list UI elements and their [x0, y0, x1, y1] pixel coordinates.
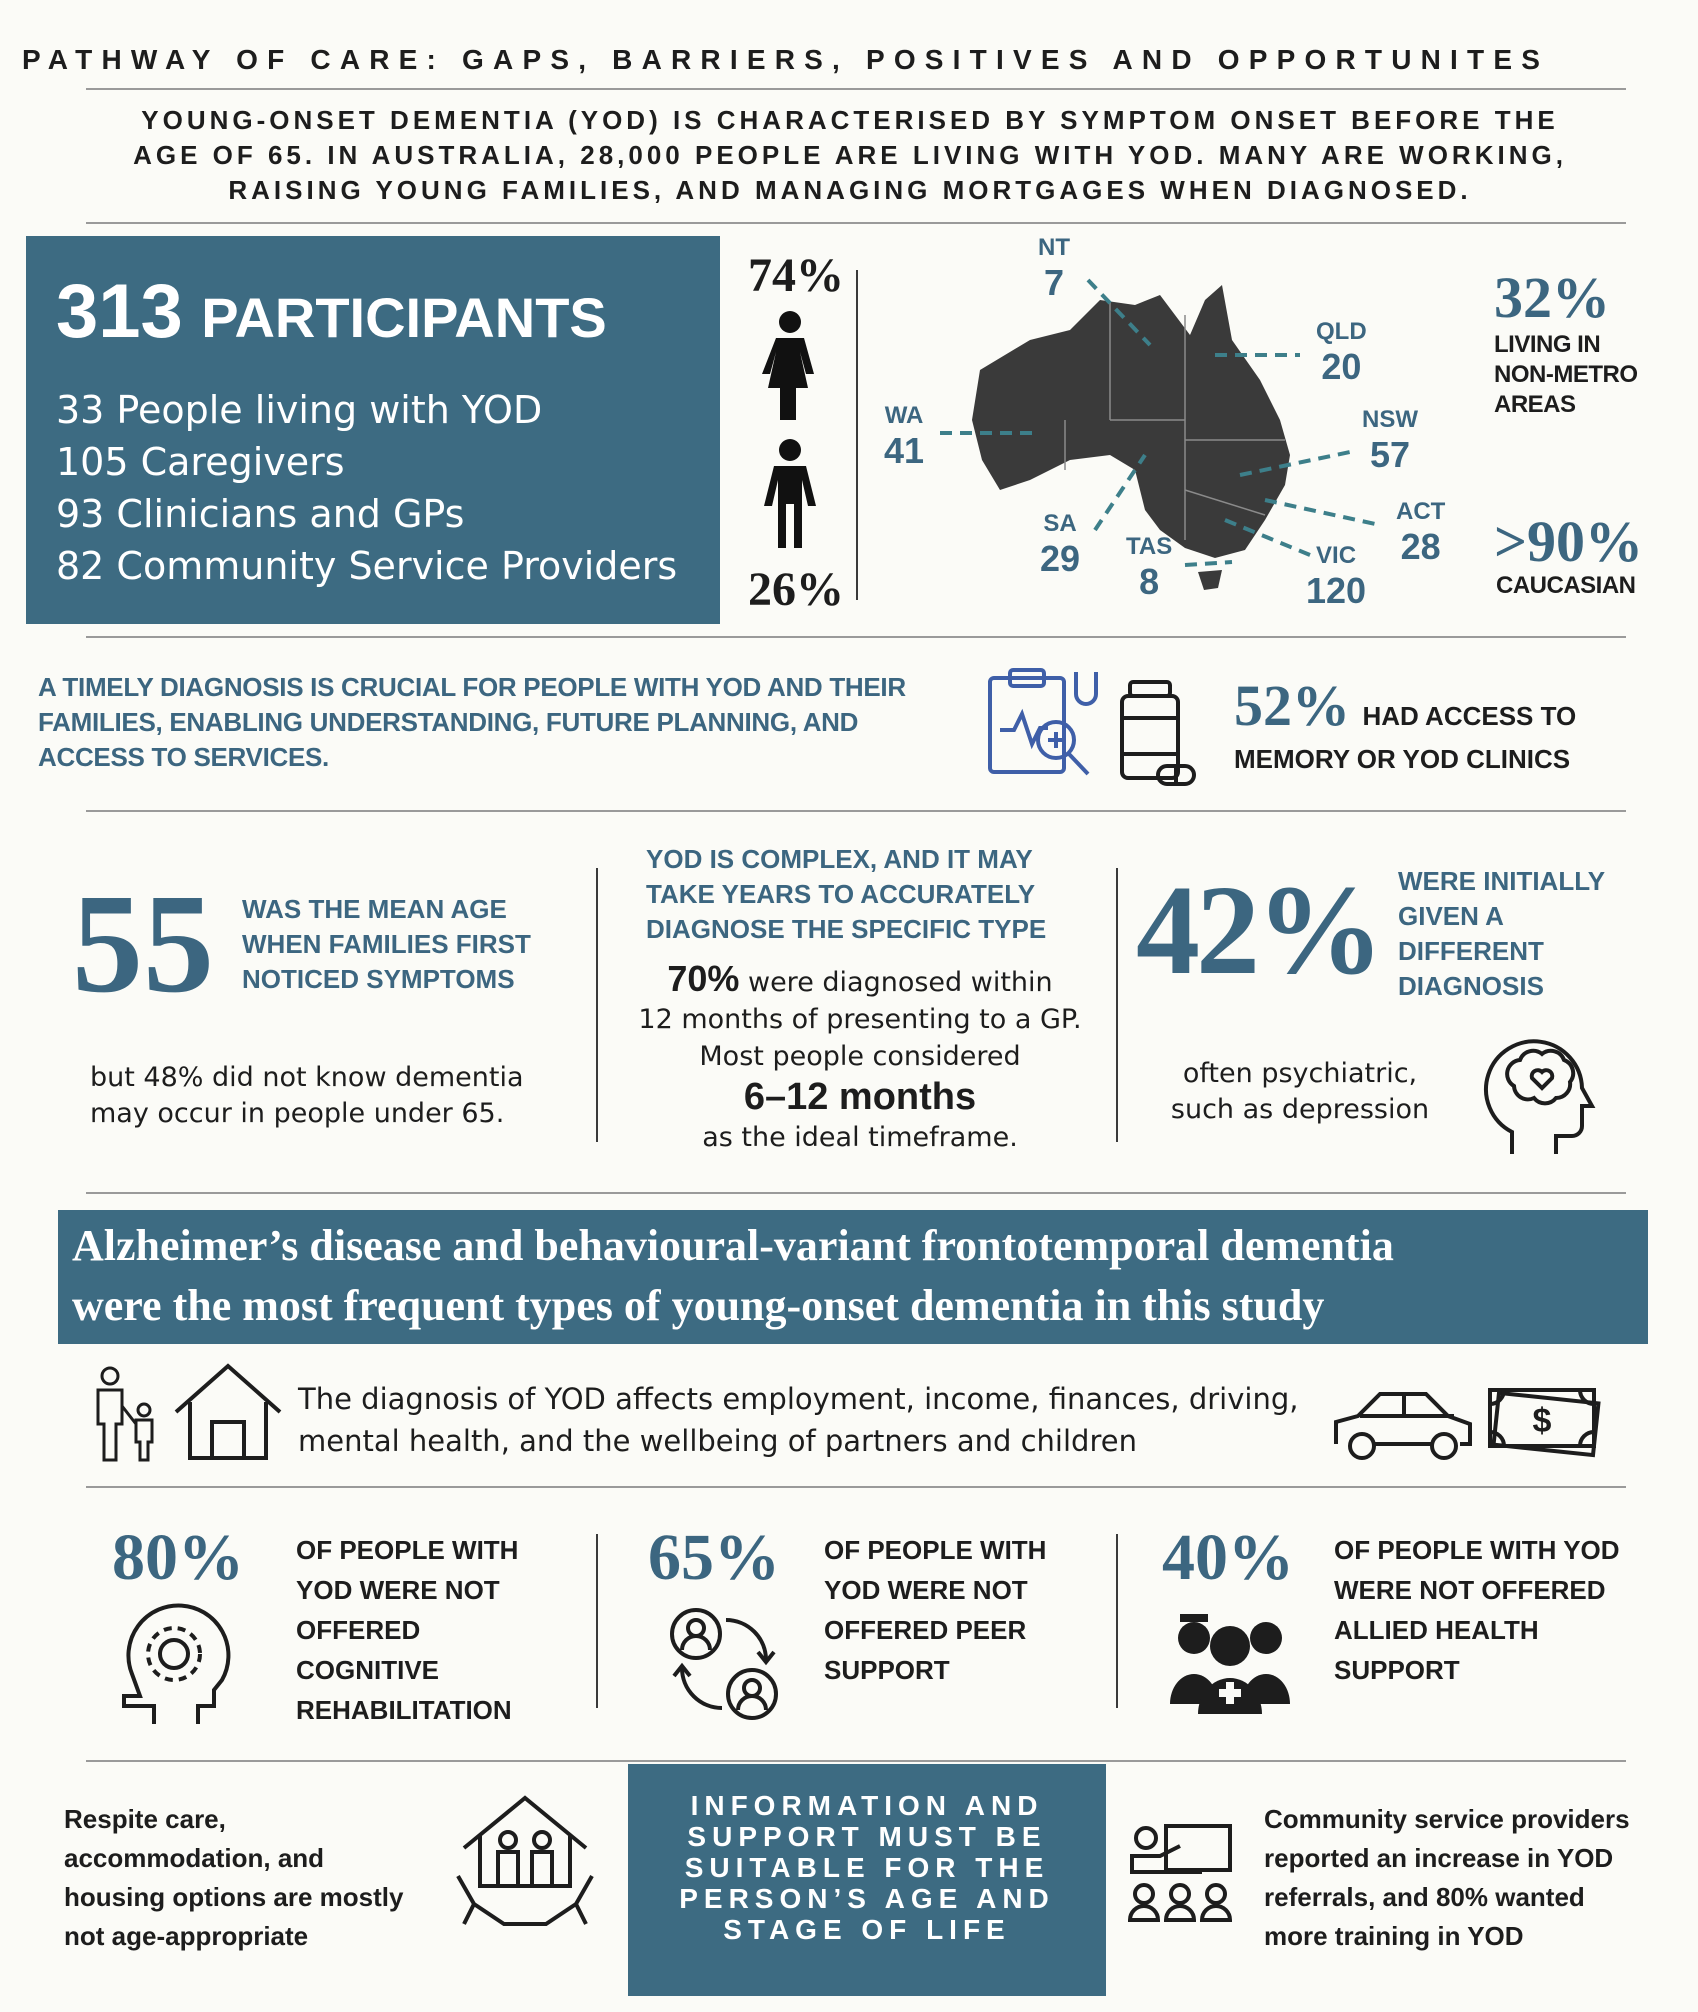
state-label-nsw — [1362, 406, 1418, 476]
offer-line: YOD WERE NOT — [296, 1575, 500, 1605]
mean-age-label — [242, 892, 531, 997]
state-name: TAS — [1126, 533, 1173, 560]
complex-body-line: 12 months of presenting to a GP. — [638, 1004, 1082, 1035]
participant-group: 93 Clinicians and GPs — [56, 492, 465, 536]
mean-age-line: NOTICED SYMPTOMS — [242, 964, 515, 994]
mean-age-note-line: may occur in people under 65. — [90, 1098, 505, 1129]
parent-child-icon — [86, 1366, 162, 1462]
offer-line: ALLIED HEALTH — [1334, 1615, 1539, 1645]
info-support-line: SUPPORT MUST BE — [687, 1821, 1047, 1852]
state-value: 20 — [1321, 346, 1362, 387]
state-label-tas — [1126, 533, 1172, 603]
non-metro-label — [1494, 330, 1637, 420]
clinic-access-line: MEMORY OR YOD CLINICS — [1234, 744, 1571, 774]
offer-line: SUPPORT — [1334, 1655, 1460, 1685]
community-providers-line: referrals, and 80% wanted — [1264, 1882, 1585, 1912]
complex-body-line — [600, 960, 1120, 1001]
state-name: NSW — [1362, 406, 1418, 433]
different-diagnosis-line: DIFFERENT — [1398, 936, 1544, 966]
state-value: 41 — [884, 430, 925, 471]
divider — [86, 810, 1626, 812]
state-label-vic — [1306, 542, 1366, 612]
state-name: ACT — [1396, 498, 1446, 525]
divider — [86, 636, 1626, 638]
divider — [596, 1534, 598, 1708]
impact-line: mental health, and the wellbeing of partners and children — [298, 1424, 1137, 1458]
info-support-line: STAGE OF LIFE — [723, 1914, 1011, 1945]
offer-text — [824, 1530, 1046, 1690]
divider — [86, 1760, 1626, 1762]
respite-line: housing options are mostly — [64, 1882, 404, 1912]
state-value: 7 — [1043, 262, 1065, 303]
family-house-hands-icon — [450, 1792, 600, 1942]
complex-body — [600, 960, 1120, 1156]
peer-support-icon — [664, 1604, 784, 1724]
offer-line: COGNITIVE — [296, 1655, 440, 1685]
different-diagnosis-note-line: such as depression — [1170, 1094, 1430, 1125]
community-providers-line: Community service providers — [1264, 1804, 1630, 1834]
different-diagnosis-note-line: often psychiatric, — [1182, 1058, 1418, 1089]
divider — [86, 1192, 1626, 1194]
offer-line: OF PEOPLE WITH — [824, 1535, 1047, 1565]
offer-line: OF PEOPLE WITH — [296, 1535, 519, 1565]
info-support-text — [628, 1790, 1106, 1945]
offer-percent: 65% — [648, 1521, 780, 1594]
state-value: 120 — [1306, 570, 1367, 611]
info-support-line: SUITABLE FOR THE — [684, 1852, 1050, 1883]
banner-line: were the most frequent types of young-onset dementia in this study — [72, 1281, 1325, 1330]
clipboard-diagnosis-icon — [984, 664, 1104, 784]
presentation-training-icon — [1126, 1820, 1236, 1930]
participant-group: 33 People living with YOD — [56, 388, 543, 432]
female-percent: 74% — [748, 249, 844, 302]
state-value: 8 — [1139, 561, 1160, 602]
offer-percent: 80% — [112, 1521, 244, 1594]
complex-timeframe: 6–12 months — [743, 1076, 977, 1118]
head-brain-heart-icon — [1472, 1030, 1602, 1160]
offer-line: OF PEOPLE WITH YOD — [1334, 1535, 1620, 1565]
mean-age-note-line: but 48% did not know dementia — [90, 1062, 524, 1093]
participant-group: 82 Community Service Providers — [56, 544, 678, 588]
mean-age-note — [90, 1060, 524, 1132]
info-support-panel — [628, 1764, 1106, 1996]
different-diagnosis-line: DIAGNOSIS — [1398, 971, 1544, 1001]
timely-diagnosis-line: ACCESS TO SERVICES. — [38, 742, 329, 772]
non-metro-line: NON-METRO — [1494, 361, 1638, 388]
state-value: 28 — [1400, 526, 1441, 567]
participants-label: PARTICIPANTS — [201, 286, 607, 349]
mean-age-number: 55 — [72, 864, 214, 1022]
different-diagnosis-line: GIVEN A — [1398, 901, 1504, 931]
offer-line: OFFERED — [296, 1615, 421, 1645]
timely-diagnosis-line: A TIMELY DIAGNOSIS IS CRUCIAL FOR PEOPLE WITH YOD AND THEIR — [38, 672, 906, 702]
impact-text — [298, 1378, 1298, 1462]
community-providers-line: more training in YOD — [1264, 1921, 1524, 1951]
house-icon — [172, 1362, 284, 1462]
respite-line: accommodation, and — [64, 1843, 325, 1873]
car-icon — [1330, 1388, 1480, 1468]
offer-line: SUPPORT — [824, 1655, 950, 1685]
respite-line: not age-appropriate — [64, 1921, 309, 1951]
community-providers-text — [1264, 1800, 1630, 1956]
state-name: SA — [1043, 510, 1077, 537]
dementia-types-banner — [58, 1210, 1648, 1344]
offer-line: WERE NOT OFFERED — [1334, 1575, 1606, 1605]
offer-text — [1334, 1530, 1620, 1690]
complex-body-line: as the ideal timeframe. — [702, 1122, 1018, 1153]
different-diagnosis-percent: 42% — [1136, 859, 1380, 1001]
participants-count: 313 — [56, 269, 183, 354]
community-providers-line: reported an increase in YOD — [1264, 1843, 1614, 1873]
clinic-access-line: HAD ACCESS TO — [1362, 701, 1577, 731]
clinic-access-percent: 52% — [1234, 673, 1350, 738]
state-label-wa — [884, 402, 924, 472]
divider — [86, 1486, 1626, 1488]
state-name: QLD — [1316, 318, 1367, 345]
offer-text — [296, 1530, 518, 1730]
mean-age-line: WAS THE MEAN AGE — [242, 894, 507, 924]
respite-text — [64, 1800, 403, 1956]
participant-group: 105 Caregivers — [56, 440, 345, 484]
dollar-sign: $ — [1532, 1402, 1552, 1440]
clinic-access-stat — [1234, 672, 1576, 739]
offer-line: YOD WERE NOT — [824, 1575, 1028, 1605]
intro-line-2: AGE OF 65. IN AUSTRALIA, 28,000 PEOPLE ARE LIVING WITH YOD. MANY ARE WORKING, — [133, 140, 1567, 170]
complex-percent: 70% — [667, 958, 740, 999]
offer-line: OFFERED PEER — [824, 1615, 1027, 1645]
different-diagnosis-note — [1150, 1056, 1450, 1128]
state-value: 29 — [1040, 538, 1081, 579]
divider — [596, 868, 598, 1142]
different-diagnosis-line: WERE INITIALLY — [1398, 866, 1606, 896]
intro-line-1: YOUNG-ONSET DEMENTIA (YOD) IS CHARACTERISED BY SYMPTOM ONSET BEFORE THE — [141, 105, 1559, 135]
state-label-qld — [1316, 318, 1367, 388]
state-name: NT — [1038, 234, 1070, 261]
state-label-nt — [1038, 234, 1070, 304]
mean-age-line: WHEN FAMILIES FIRST — [242, 929, 531, 959]
health-team-icon — [1168, 1604, 1292, 1714]
banner-line: Alzheimer’s disease and behavioural-variant frontotemporal dementia — [72, 1221, 1394, 1270]
non-metro-percent: 32% — [1494, 265, 1610, 330]
cash-icon — [1486, 1376, 1606, 1466]
info-support-line: INFORMATION AND — [690, 1790, 1044, 1821]
medicine-bottle-icon — [1116, 678, 1196, 788]
caucasian-percent: >90% — [1494, 509, 1644, 574]
state-label-act — [1396, 498, 1445, 568]
intro-line-3: RAISING YOUNG FAMILIES, AND MANAGING MORTGAGES WHEN DIAGNOSED. — [228, 175, 1472, 205]
different-diagnosis-label — [1398, 864, 1605, 1004]
complex-heading — [646, 842, 1046, 947]
divider — [1116, 1534, 1118, 1708]
divider — [1116, 868, 1118, 1142]
info-support-line: PERSON’S AGE AND — [679, 1883, 1055, 1914]
page-title: PATHWAY OF CARE: GAPS, BARRIERS, POSITIVES AND OPPORTUNITES — [22, 44, 1550, 75]
state-label-sa — [1040, 510, 1080, 580]
non-metro-line: LIVING IN — [1494, 331, 1601, 358]
non-metro-line: AREAS — [1494, 391, 1576, 418]
state-value: 57 — [1369, 434, 1411, 475]
state-name: WA — [884, 402, 924, 429]
caucasian-label: CAUCASIAN — [1496, 572, 1636, 599]
timely-diagnosis-line: FAMILIES, ENABLING UNDERSTANDING, FUTURE PLANNING, AND — [38, 707, 859, 737]
head-gear-icon — [114, 1604, 238, 1728]
offer-line: REHABILITATION — [296, 1695, 512, 1725]
state-name: VIC — [1316, 542, 1357, 569]
offer-percent: 40% — [1162, 1521, 1294, 1594]
complex-line: DIAGNOSE THE SPECIFIC TYPE — [646, 914, 1047, 944]
impact-line: The diagnosis of YOD affects employment, income, finances, driving, — [298, 1382, 1299, 1416]
complex-line: TAKE YEARS TO ACCURATELY — [646, 879, 1036, 909]
timely-diagnosis-text — [38, 670, 906, 775]
complex-body-line: Most people considered — [699, 1041, 1021, 1072]
respite-line: Respite care, — [64, 1804, 226, 1834]
complex-body-text: were diagnosed within — [739, 967, 1053, 998]
male-percent: 26% — [748, 563, 844, 616]
complex-line: YOD IS COMPLEX, AND IT MAY — [646, 844, 1033, 874]
